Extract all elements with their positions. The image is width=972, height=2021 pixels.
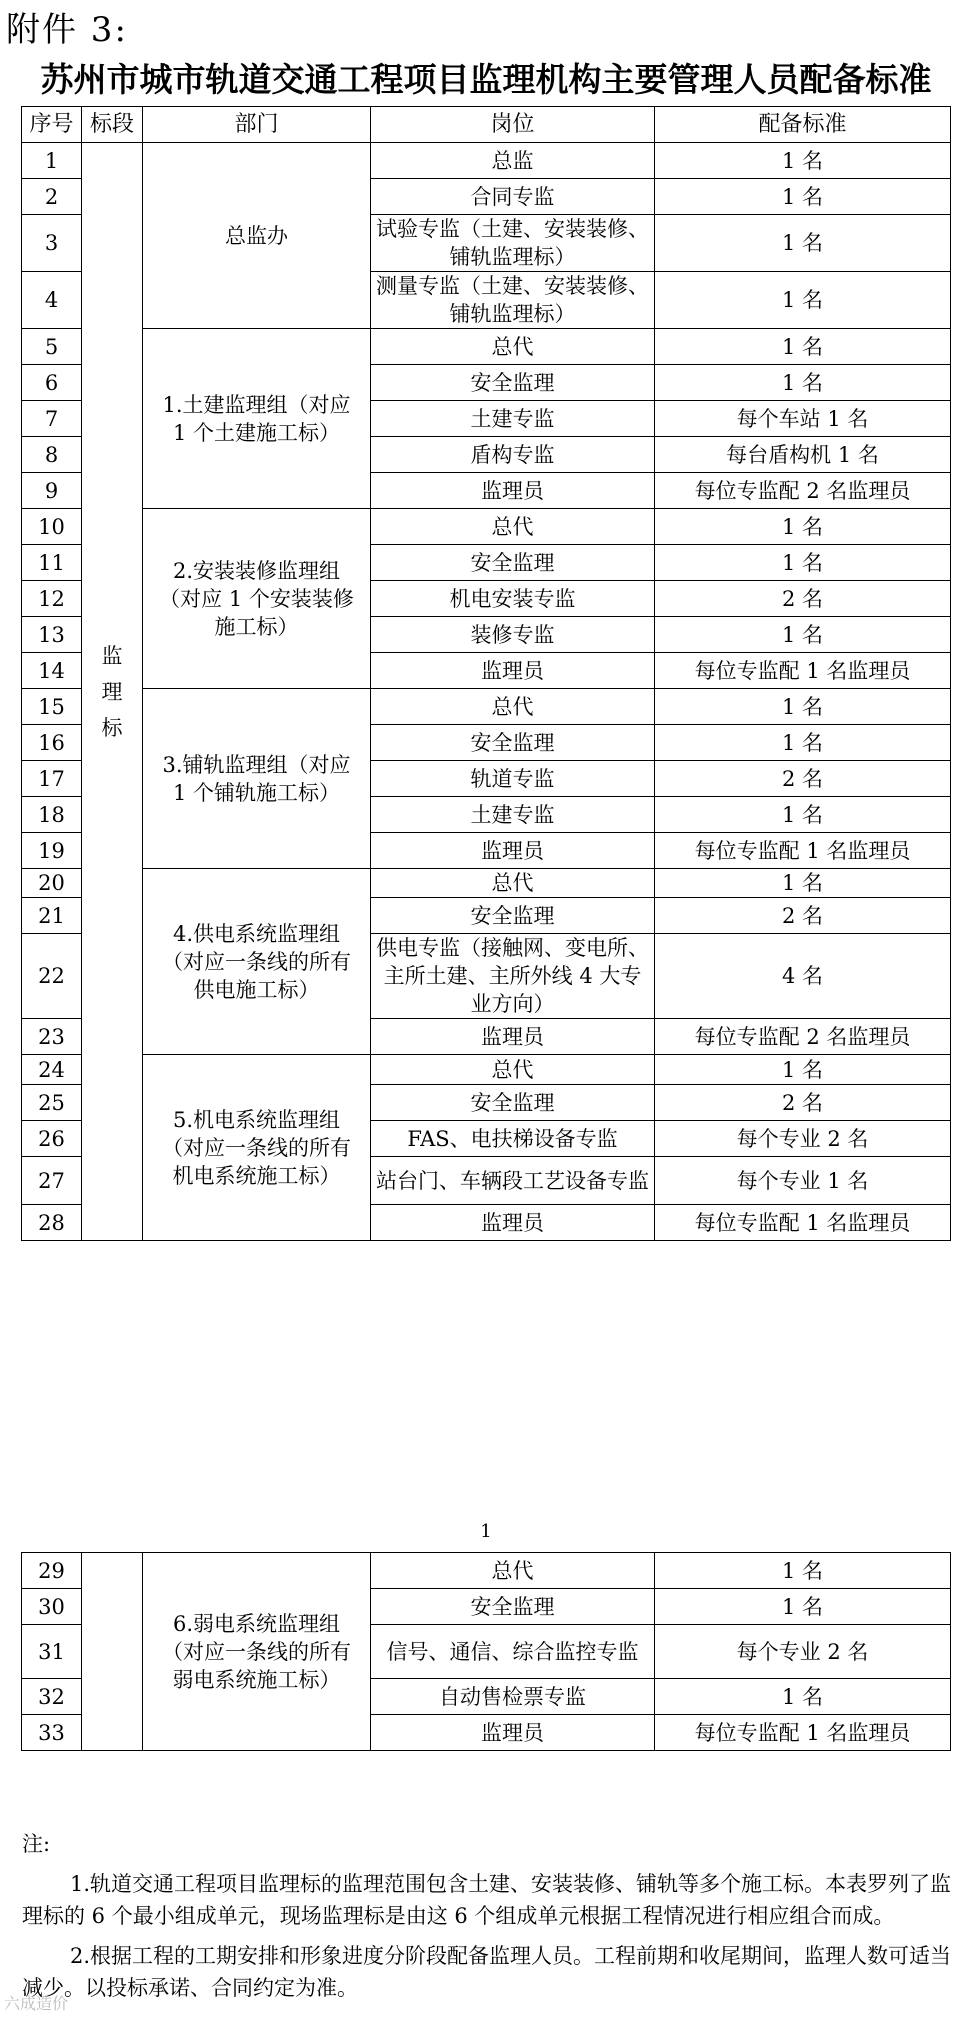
standard-cell: 1 名 [655,329,951,365]
table-row [22,689,951,725]
department-cell: 3.铺轨监理组（对应 1 个铺轨施工标） [143,689,371,869]
standard-cell: 1 名 [655,689,951,725]
standard-cell: 1 名 [655,215,951,272]
row-index: 23 [22,1019,82,1055]
row-index: 13 [22,617,82,653]
staffing-table-continued [21,1552,951,1751]
table-row [22,1055,951,1085]
row-index: 17 [22,761,82,797]
standard-cell: 1 名 [655,179,951,215]
post-cell: 土建专监 [371,401,655,437]
row-index: 19 [22,833,82,869]
standard-cell: 1 名 [655,1679,951,1715]
table-row [22,1553,951,1589]
table-row [22,869,951,898]
row-index: 8 [22,437,82,473]
row-index: 22 [22,934,82,1019]
post-cell: 合同专监 [371,179,655,215]
header-department: 部门 [143,107,371,143]
standard-cell: 每位专监配 1 名监理员 [655,653,951,689]
row-index: 1 [22,143,82,179]
post-cell: 总代 [371,329,655,365]
section-cell [82,1553,143,1751]
standard-cell: 每台盾构机 1 名 [655,437,951,473]
department-cell: 6.弱电系统监理组（对应一条线的所有弱电系统施工标） [143,1553,371,1751]
post-cell: 总代 [371,509,655,545]
post-cell: 监理员 [371,473,655,509]
post-cell: 机电安装专监 [371,581,655,617]
post-cell: 监理员 [371,1715,655,1751]
standard-cell: 2 名 [655,761,951,797]
row-index: 30 [22,1589,82,1625]
post-cell: 安全监理 [371,725,655,761]
page-number: 1 [480,1521,492,1542]
standard-cell: 2 名 [655,1085,951,1121]
standard-cell: 1 名 [655,617,951,653]
standard-cell: 每个专业 1 名 [655,1157,951,1205]
row-index: 5 [22,329,82,365]
row-index: 9 [22,473,82,509]
row-index: 21 [22,898,82,934]
post-cell: 监理员 [371,653,655,689]
standard-cell: 1 名 [655,272,951,329]
row-index: 11 [22,545,82,581]
header-index: 序号 [22,107,82,143]
post-cell: 盾构专监 [371,437,655,473]
post-cell: 监理员 [371,1205,655,1241]
document-title: 苏州市城市轨道交通工程项目监理机构主要管理人员配备标准 [40,60,932,99]
row-index: 28 [22,1205,82,1241]
standard-cell: 每位专监配 1 名监理员 [655,1205,951,1241]
standard-cell: 每个车站 1 名 [655,401,951,437]
row-index: 24 [22,1055,82,1085]
post-cell: 安全监理 [371,1589,655,1625]
row-index: 3 [22,215,82,272]
standard-cell: 2 名 [655,898,951,934]
post-cell: 总代 [371,869,655,898]
row-index: 14 [22,653,82,689]
department-cell: 总监办 [143,143,371,329]
table-header-row [22,107,951,143]
row-index: 33 [22,1715,82,1751]
note-item: 1.轨道交通工程项目监理标的监理范围包含土建、安装装修、铺轨等多个施工标。本表罗列了监理标的 6 个最小组成单元，现场监理标是由这 6 个组成单元根据工程情况进行相应组合而成。 [22,1872,952,1928]
post-cell: 安全监理 [371,1085,655,1121]
standard-cell: 1 名 [655,143,951,179]
row-index: 27 [22,1157,82,1205]
row-index: 15 [22,689,82,725]
row-index: 26 [22,1121,82,1157]
post-cell: 供电专监（接触网、变电所、主所土建、主所外线 4 大专业方向） [371,934,655,1019]
standard-cell: 1 名 [655,545,951,581]
standard-cell: 1 名 [655,725,951,761]
row-index: 16 [22,725,82,761]
standard-cell: 每位专监配 1 名监理员 [655,833,951,869]
section-label: 监理标 [101,643,123,740]
post-cell: 信号、通信、综合监控专监 [371,1625,655,1679]
table-row [22,329,951,365]
row-index: 6 [22,365,82,401]
department-cell: 4.供电系统监理组（对应一条线的所有供电施工标） [143,869,371,1055]
standard-cell: 1 名 [655,1055,951,1085]
notes-label: 注: [22,1832,51,1856]
department-cell: 5.机电系统监理组（对应一条线的所有机电系统施工标） [143,1055,371,1241]
standard-cell: 每个专业 2 名 [655,1121,951,1157]
standard-cell: 1 名 [655,1589,951,1625]
department-cell: 2.安装装修监理组（对应 1 个安装装修施工标） [143,509,371,689]
post-cell: 站台门、车辆段工艺设备专监 [371,1157,655,1205]
post-cell: 监理员 [371,833,655,869]
note-item: 2.根据工程的工期安排和形象进度分阶段配备监理人员。工程前期和收尾期间，监理人数可适当减少。以投标承诺、合同约定为准。 [22,1944,952,2000]
header-section: 标段 [82,107,143,143]
post-cell: FAS、电扶梯设备专监 [371,1121,655,1157]
attachment-label: 附件 3: [6,10,128,50]
row-index: 12 [22,581,82,617]
standard-cell: 4 名 [655,934,951,1019]
staffing-table [21,106,951,1241]
post-cell: 总监 [371,143,655,179]
post-cell: 监理员 [371,1019,655,1055]
standard-cell: 每个专业 2 名 [655,1625,951,1679]
post-cell: 总代 [371,1553,655,1589]
table-row [22,509,951,545]
standard-cell: 每位专监配 1 名监理员 [655,1715,951,1751]
standard-cell: 每位专监配 2 名监理员 [655,473,951,509]
standard-cell: 1 名 [655,869,951,898]
watermark: 六成造价 [4,1994,69,2013]
row-index: 7 [22,401,82,437]
table-body-continued [22,1553,951,1751]
row-index: 20 [22,869,82,898]
post-cell: 自动售检票专监 [371,1679,655,1715]
table-body [22,143,951,1241]
section-cell [82,143,143,1241]
standard-cell: 每位专监配 2 名监理员 [655,1019,951,1055]
post-cell: 安全监理 [371,898,655,934]
standard-cell: 1 名 [655,509,951,545]
standard-cell: 1 名 [655,797,951,833]
row-index: 32 [22,1679,82,1715]
standard-cell: 2 名 [655,581,951,617]
post-cell: 总代 [371,1055,655,1085]
row-index: 29 [22,1553,82,1589]
post-cell: 测量专监（土建、安装装修、铺轨监理标） [371,272,655,329]
post-cell: 试验专监（土建、安装装修、铺轨监理标） [371,215,655,272]
standard-cell: 1 名 [655,1553,951,1589]
row-index: 25 [22,1085,82,1121]
header-post: 岗位 [371,107,655,143]
row-index: 4 [22,272,82,329]
table-row [22,143,951,179]
standard-cell: 1 名 [655,365,951,401]
department-cell: 1.土建监理组（对应 1 个土建施工标） [143,329,371,509]
post-cell: 安全监理 [371,365,655,401]
post-cell: 总代 [371,689,655,725]
row-index: 2 [22,179,82,215]
header-standard: 配备标准 [655,107,951,143]
post-cell: 轨道专监 [371,761,655,797]
row-index: 18 [22,797,82,833]
post-cell: 土建专监 [371,797,655,833]
notes [22,1828,962,2012]
post-cell: 安全监理 [371,545,655,581]
row-index: 31 [22,1625,82,1679]
row-index: 10 [22,509,82,545]
post-cell: 装修专监 [371,617,655,653]
